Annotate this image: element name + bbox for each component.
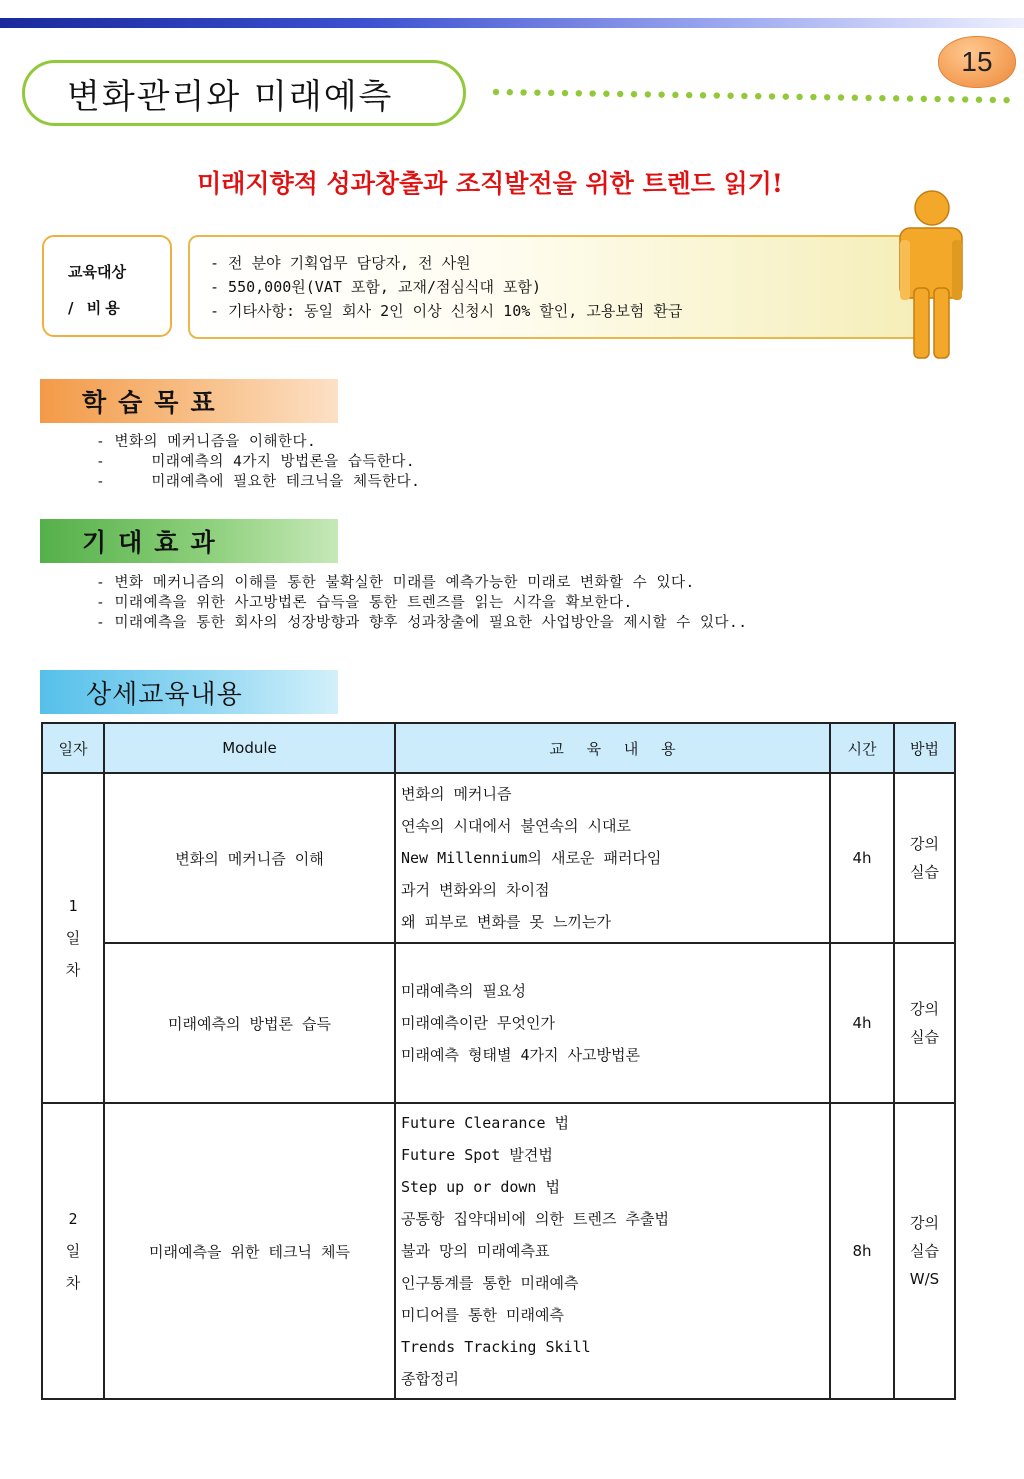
target-line: - 550,000원(VAT 포함, 교재/점심식대 포함) (210, 278, 541, 296)
target-line: - 전 분야 기획업무 담당자, 전 사원 (210, 254, 471, 272)
content-line: 미래예측의 필요성 (401, 982, 526, 1000)
method-line: 강의 (910, 1000, 939, 1018)
method-line: 실습 (910, 1028, 939, 1046)
col-header-time: 시간 (830, 723, 894, 773)
divider-dot (700, 92, 706, 98)
content-cell (395, 773, 830, 943)
day-cell (42, 773, 104, 1103)
divider-dot (603, 91, 609, 97)
list-item: - 변화 메커니즘의 이해를 통한 불확실한 미래를 예측가능한 미래로 변화할 수 있다. (96, 575, 695, 591)
table-row (42, 943, 955, 1103)
page-number-badge: 15 (938, 36, 1016, 88)
day-char: 차 (65, 961, 81, 979)
content-line: 과거 변화와의 차이점 (401, 881, 550, 899)
divider-dot (617, 91, 623, 97)
method-line: 강의 (910, 1214, 939, 1232)
col-header-method: 방법 (894, 723, 955, 773)
content-cell (395, 943, 830, 1103)
goals-list (96, 432, 420, 492)
content-line: 미디어를 통한 미래예측 (401, 1306, 564, 1324)
module-cell: 미래예측을 위한 테크닉 체득 (104, 1103, 395, 1399)
day-number: 2 (68, 1210, 78, 1228)
content-line: 변화의 메커니즘 (401, 785, 512, 803)
divider-dot (879, 95, 885, 101)
list-item: - 미래예측을 위한 사고방법론 습득을 통한 트렌즈를 읽는 시각을 확보한다. (96, 595, 633, 611)
content-line: 불과 망의 미래예측표 (401, 1242, 550, 1260)
day-char: 일 (65, 1242, 81, 1260)
method-cell (894, 1103, 955, 1399)
content-line: 연속의 시대에서 불연속의 시대로 (401, 817, 631, 835)
divider-dot (589, 90, 595, 96)
method-line: 강의 (910, 835, 939, 853)
list-item: - 미래예측에 필요한 테크닉을 체득한다. (96, 474, 421, 490)
divider-dot (562, 90, 568, 96)
target-label-line2: / 비용 (68, 299, 124, 317)
divider-dot (948, 96, 954, 102)
method-cell (894, 773, 955, 943)
details-heading: 상세교육내용 (40, 670, 338, 714)
method-line: W/S (909, 1270, 940, 1288)
divider-dot (493, 89, 499, 95)
table-header-row (42, 723, 955, 773)
divider-dot (534, 89, 540, 95)
list-item: - 변화의 메커니즘을 이해한다. (96, 434, 317, 450)
content-line: Future Clearance 법 (401, 1114, 570, 1132)
divider-dot (921, 96, 927, 102)
dotted-divider (490, 82, 1020, 112)
divider-dot (934, 96, 940, 102)
curriculum-table (41, 722, 956, 1400)
divider-dot (548, 90, 554, 96)
divider-dot (852, 95, 858, 101)
effects-heading: 기대효과 (40, 519, 338, 563)
divider-dot (576, 90, 582, 96)
target-info-box (188, 235, 926, 339)
module-cell: 미래예측의 방법론 습득 (104, 943, 395, 1103)
content-line: Trends Tracking Skill (401, 1338, 591, 1356)
divider-dot (727, 93, 733, 99)
divider-dot (658, 91, 664, 97)
time-cell: 4h (830, 943, 894, 1103)
target-label-box (42, 235, 172, 337)
content-cell (395, 1103, 830, 1399)
divider-dot (672, 92, 678, 98)
divider-dot (631, 91, 637, 97)
col-header-content: 교 육 내 용 (395, 723, 830, 773)
content-line: 미래예측이란 무엇인가 (401, 1014, 555, 1032)
module-cell: 변화의 메커니즘 이해 (104, 773, 395, 943)
divider-dot (796, 94, 802, 100)
divider-dot (838, 94, 844, 100)
method-line: 실습 (910, 1242, 939, 1260)
target-label-line1: 교육대상 (68, 263, 126, 281)
divider-dot (824, 94, 830, 100)
list-item: - 미래예측의 4가지 방법론을 습득한다. (96, 454, 416, 470)
method-cell (894, 943, 955, 1103)
divider-dot (755, 93, 761, 99)
method-line: 실습 (910, 863, 939, 881)
content-line: 종합정리 (401, 1370, 459, 1388)
divider-dot (1003, 97, 1009, 103)
divider-dot (520, 89, 526, 95)
table-row (42, 1103, 955, 1399)
day-cell (42, 1103, 104, 1399)
day-char: 차 (65, 1274, 81, 1292)
divider-dot (962, 96, 968, 102)
top-gradient-bar (0, 18, 1024, 28)
divider-dot (976, 97, 982, 103)
table-row (42, 773, 955, 943)
time-cell: 4h (830, 773, 894, 943)
day-number: 1 (68, 897, 78, 915)
divider-dot (865, 95, 871, 101)
divider-dot (645, 91, 651, 97)
divider-dot (810, 94, 816, 100)
content-line: Step up or down 법 (401, 1178, 560, 1196)
effects-list (96, 573, 747, 633)
list-item: - 미래예측을 통한 회사의 성장방향과 향후 성과창출에 필요한 사업방안을 제시할 수 있다.. (96, 615, 748, 631)
divider-dot (686, 92, 692, 98)
divider-dot (907, 95, 913, 101)
divider-dot (507, 89, 513, 95)
headline: 미래지향적 성과창출과 조직발전을 위한 트렌드 읽기! (197, 169, 783, 198)
content-line: Future Spot 발견법 (401, 1146, 553, 1164)
target-line: - 기타사항: 동일 회사 2인 이상 신청시 10% 할인, 고용보험 환급 (210, 302, 683, 320)
page-title: 변화관리와 미래예측 (22, 60, 466, 126)
time-cell: 8h (830, 1103, 894, 1399)
day-char: 일 (65, 929, 81, 947)
divider-dot (769, 93, 775, 99)
divider-dot (741, 93, 747, 99)
content-line: 왜 피부로 변화를 못 느끼는가 (401, 913, 612, 931)
content-line: New Millennium의 새로운 패러다임 (401, 849, 662, 867)
divider-dot (783, 93, 789, 99)
content-line: 인구통계를 통한 미래예측 (401, 1274, 579, 1292)
divider-dot (990, 97, 996, 103)
person-icon (896, 188, 966, 360)
goals-heading: 학습목표 (40, 379, 338, 423)
col-header-module: Module (104, 723, 395, 773)
divider-dot (714, 92, 720, 98)
content-line: 공통항 집약대비에 의한 트렌즈 추출법 (401, 1210, 669, 1228)
divider-dot (893, 95, 899, 101)
col-header-date: 일자 (42, 723, 104, 773)
content-line: 미래예측 형태별 4가지 사고방법론 (401, 1046, 640, 1064)
